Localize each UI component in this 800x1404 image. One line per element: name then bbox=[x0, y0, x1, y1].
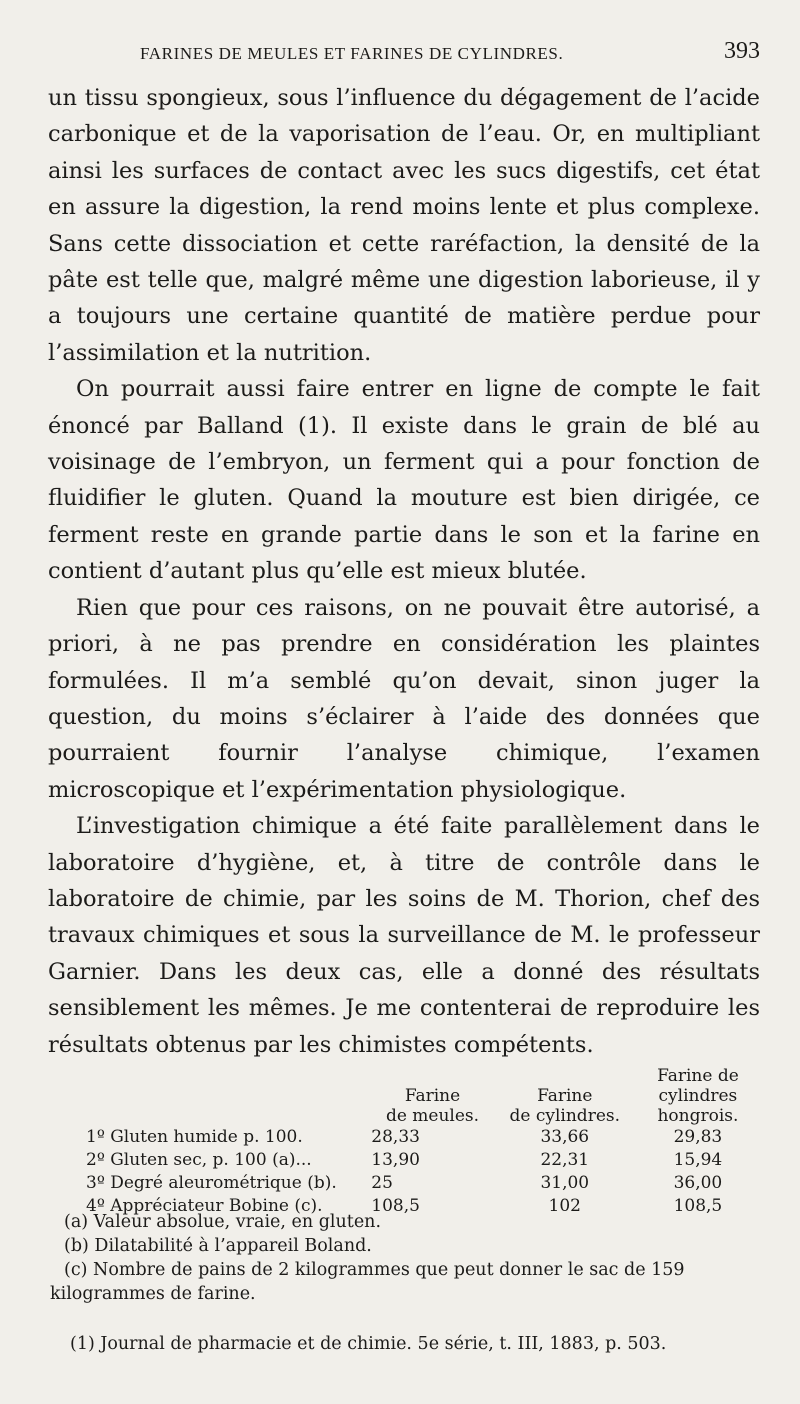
results-table bbox=[60, 1066, 760, 1218]
table-notes bbox=[50, 1210, 762, 1306]
table-header-blank bbox=[60, 1066, 371, 1126]
row-label: 3º Degré aleurométrique (b). bbox=[86, 1173, 337, 1193]
table-cell: 108,5 bbox=[673, 1196, 723, 1216]
table-cell: 31,00 bbox=[540, 1173, 590, 1193]
row-label: 1º Gluten humide p. 100. bbox=[86, 1127, 303, 1147]
table-header-row bbox=[60, 1066, 760, 1126]
column-header-meules bbox=[371, 1066, 493, 1126]
table-cell: 22,31 bbox=[540, 1150, 590, 1170]
table-row bbox=[60, 1149, 760, 1172]
footnote: (1) Journal de pharmacie et de chimie. 5e série, t. III, 1883, p. 503. bbox=[70, 1334, 667, 1354]
column-header-line: Farine bbox=[537, 1086, 593, 1106]
table-note: (c) Nombre de pains de 2 kilogrammes que peut donner le sac de 159 kilogrammes de farine. bbox=[50, 1260, 685, 1304]
body-text bbox=[48, 80, 760, 1063]
table-cell: 29,83 bbox=[673, 1127, 723, 1147]
table-cell: 15,94 bbox=[673, 1150, 723, 1170]
table-note: (b) Dilatabilité à l’appareil Boland. bbox=[64, 1236, 372, 1256]
table-row bbox=[60, 1126, 760, 1149]
paragraph: Rien que pour ces raisons, on ne pouvait être autorisé, a priori, à ne pas prendre en considération les plaintes formulées. Il m’a semblé qu’on devait, sinon juger la question, du moins s’éclairer à l’aide des données que pourraient fournir l’analyse chimique, l’examen microscopique et l’expérimentation physiologique. bbox=[48, 594, 760, 803]
table-cell: 36,00 bbox=[673, 1173, 723, 1193]
column-header-line: de meules. bbox=[385, 1106, 480, 1126]
column-header-line: cylindres hongrois. bbox=[657, 1086, 739, 1126]
table-cell: 25 bbox=[371, 1173, 393, 1193]
table-cell: 33,66 bbox=[540, 1127, 590, 1147]
paragraph: L’investigation chimique a été faite parallèlement dans le laboratoire d’hygiène, et, à titre de contrôle dans le laboratoire de chimie, par les soins de M. Thorion, chef des travaux chimiques et sous la surveillance de M. le professeur Garnier. Dans les deux cas, elle a donné des résultats sensiblement les mêmes. Je me contenterai de reproduire les résultats obtenus par les chimistes compétents. bbox=[48, 813, 760, 1058]
table-cell: 102 bbox=[548, 1196, 581, 1216]
table-cell: 13,90 bbox=[371, 1150, 420, 1170]
column-header-line: de cylindres. bbox=[509, 1106, 621, 1126]
page-header bbox=[60, 38, 760, 70]
row-label: 2º Gluten sec, p. 100 (a)... bbox=[86, 1150, 312, 1170]
column-header-line: Farine bbox=[404, 1086, 461, 1106]
table-row bbox=[60, 1172, 760, 1195]
page-number: 393 bbox=[724, 38, 760, 64]
table-note: (a) Valeur absolue, vraie, en gluten. bbox=[64, 1212, 382, 1232]
running-title: FARINES DE MEULES ET FARINES DE CYLINDRES. bbox=[140, 44, 564, 63]
column-header-hongrois bbox=[636, 1066, 760, 1126]
column-header-cylindres bbox=[494, 1066, 636, 1126]
table-cell: 28,33 bbox=[371, 1127, 420, 1147]
paragraph: un tissu spongieux, sous l’influence du dégagement de l’acide carbonique et de la vaporisation de l’eau. Or, en multipliant ainsi les surfaces de contact avec les sucs digestifs, cet état en assure la digestion, la rend moins lente et plus complexe. Sans cette dissociation et cette raréfaction, la densité de la pâte est telle que, malgré même une digestion laborieuse, il y a toujours une certaine quantité de matière perdue pour l’assimilation et la nutrition. bbox=[48, 85, 760, 366]
paragraph: On pourrait aussi faire entrer en ligne de compte le fait énoncé par Balland (1). Il existe dans le grain de blé au voisinage de l’embryon, un ferment qui a pour fonction de fluidifier le gluten. Quand la mouture est bien dirigée, ce ferment reste en grande partie dans le son et la farine en contient d’autant plus qu’elle est mieux blutée. bbox=[48, 376, 760, 585]
column-header-line: Farine de bbox=[657, 1066, 739, 1086]
table-cell: 108,5 bbox=[371, 1196, 420, 1216]
row-label: 4º Appréciateur Bobine (c). bbox=[86, 1196, 323, 1216]
